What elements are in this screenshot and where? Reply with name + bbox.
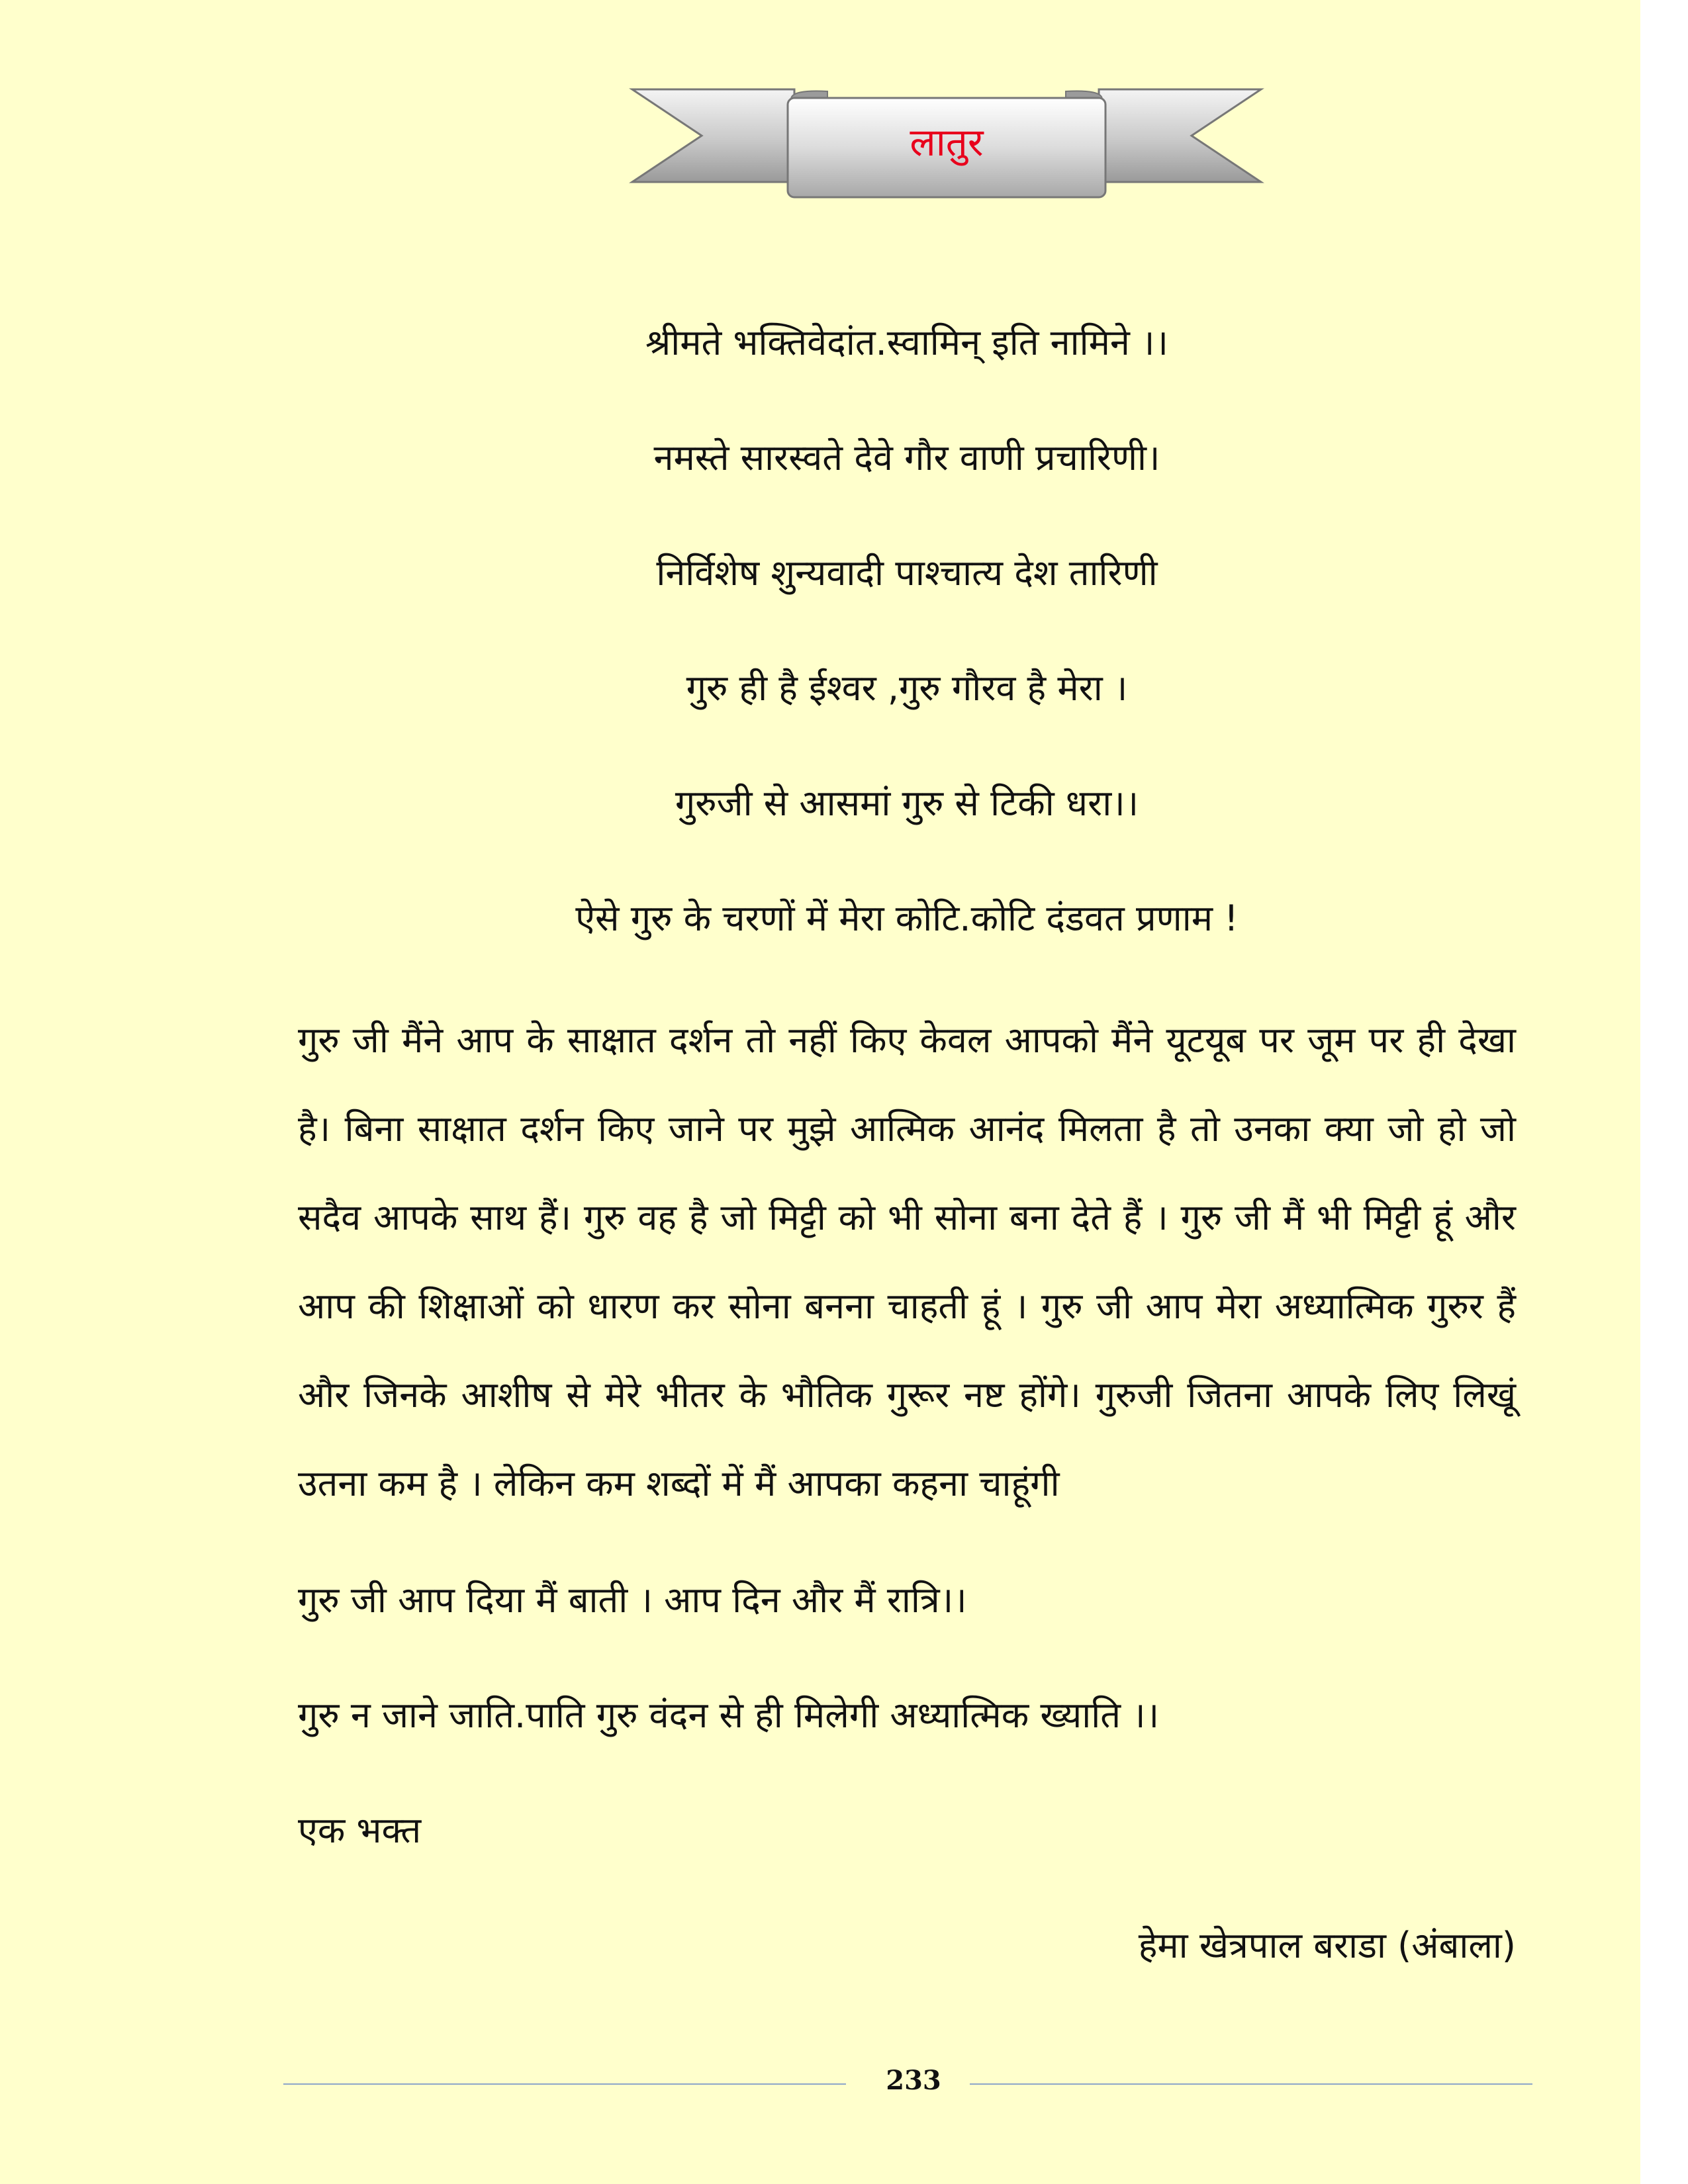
page-number: 233 (886, 2065, 941, 2096)
verse-line-6: ऐसे गुरु के चरणों में मेरा कोटि.कोटि दंडवत प्रणाम ! (575, 897, 1239, 939)
body-line-2: गुरु न जाने जाति.पाति गुरु वंदन से ही मिलेगी अध्यात्मिक ख्याति ।। (298, 1694, 1160, 1736)
verse-line-2: नमस्ते सारस्वते देवे गौर वाणी प्रचारिणी। (653, 437, 1160, 478)
page-title: लातुर (910, 120, 984, 165)
verse-line-5: गुरुजी से आसमां गुरु से टिकी धरा।। (675, 782, 1139, 824)
footer-rule-left (283, 2083, 846, 2085)
ribbon-right-tail (1099, 89, 1261, 182)
author-signature: हेमा खेत्रपाल बराडा (अंबाला) (1138, 1925, 1516, 1966)
body-line-3: एक भक्त (298, 1809, 422, 1851)
body-paragraph: गुरु जी मैंने आप के साक्षात दर्शन तो नहीं किए केवल आपको मैंने यूटयूब पर जूम पर ही देखा है। बिना साक्षात दर्शन किए जाने पर मुझे आत्मिक आनंद मिलता है तो उनका क्या जो हो जो सदैव आपके साथ हैं। गुरु वह है जो मिट्टी को भी सोना बना देते हैं । गुरु जी मैं भी मिट्टी हूं और आप की शिक्षाओं को धारण कर सोना बनना चाहती हूं । गुरु जी आप मेरा अध्यात्मिक गुरुर हैं और जिनके आशीष से मेरे भीतर के भौतिक गुरूर नष्ट होंगे। गुरुजी जितना आपके लिए लिखूं उतना कम है । लेकिन कम शब्दों में मैं आपका कहना चाहूंगी (298, 1019, 1517, 1504)
verse-line-1: श्रीमते भक्तिवेदांत.स्वामिन् इति नामिने ।। (645, 322, 1168, 363)
ribbon-left-tail (632, 89, 794, 182)
body-line-1: गुरु जी आप दिया मैं बाती । आप दिन और मैं रात्रि।। (298, 1579, 967, 1621)
verse-line-4: गुरु ही है ईश्वर ,गुरु गौरव है मेरा । (686, 667, 1128, 709)
footer-rule-right (970, 2083, 1532, 2085)
verse-line-3: निर्विशेष शुन्यवादी पाश्चात्य देश तारिणी (656, 552, 1158, 594)
